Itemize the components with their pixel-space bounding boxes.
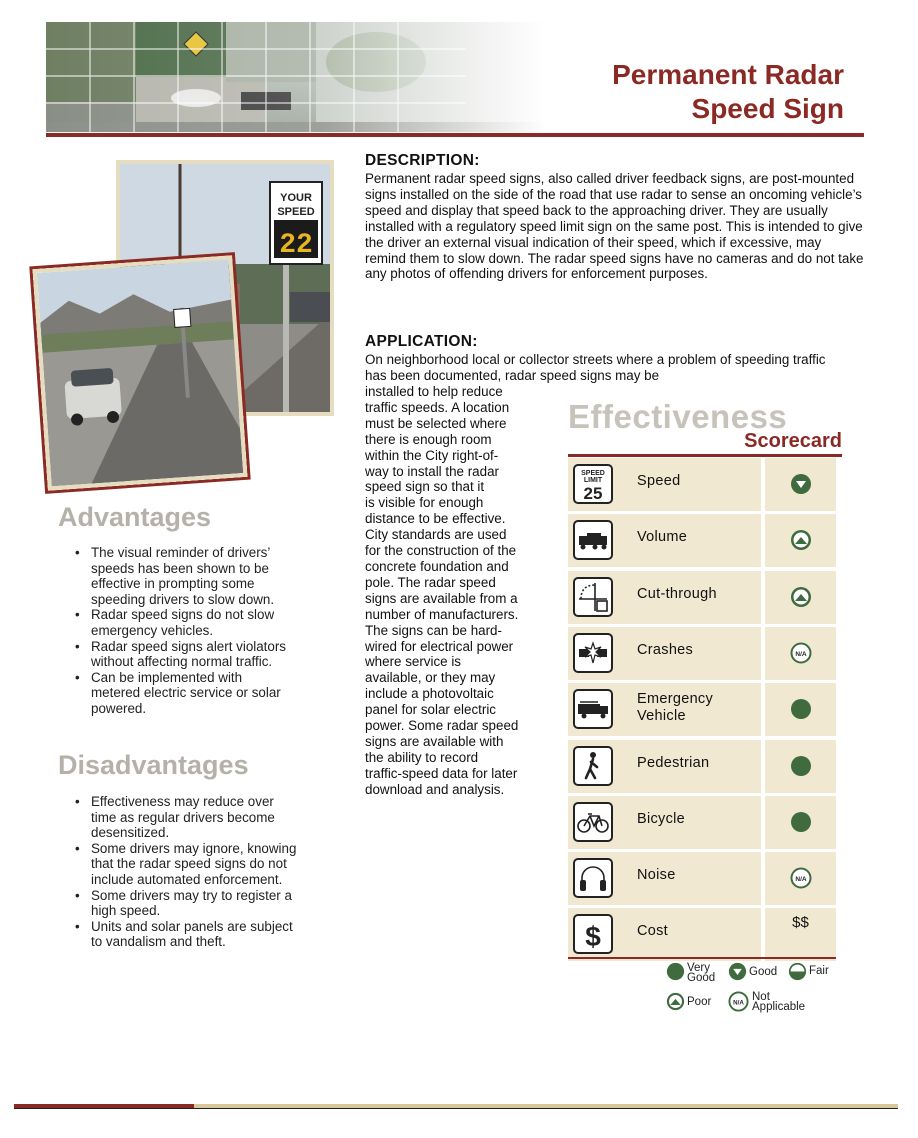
disadvantages-item-line: high speed. — [91, 903, 161, 919]
scorecard-row-crashes — [568, 627, 836, 680]
crash-icon — [573, 633, 613, 673]
svg-text:$: $ — [585, 921, 601, 953]
footer-rule-thin — [14, 1108, 898, 1109]
scorecard-row-cost — [568, 908, 836, 961]
legend-na-dot — [728, 991, 749, 1012]
scorecard-legend — [666, 962, 856, 1017]
cut-through-icon — [573, 577, 613, 617]
page-title-line-1: Permanent Radar — [612, 59, 844, 90]
rating-poor-dot — [790, 529, 812, 551]
scorecard-row-label — [637, 867, 676, 884]
scorecard-row-label — [637, 691, 713, 725]
scorecard-cost-value: $$ — [792, 914, 809, 932]
scorecard-row-pedestrian — [568, 740, 836, 793]
scorecard-label-cell — [568, 796, 761, 849]
scorecard-label-cell — [568, 627, 761, 680]
page-title — [612, 58, 844, 126]
scorecard-row-noise — [568, 852, 836, 905]
application-line: available, or they may — [365, 670, 496, 686]
application-line: the ability to record — [365, 749, 479, 765]
application-line: installed to help reduce — [365, 384, 503, 399]
legend-fair-label: Fair — [809, 965, 829, 977]
scorecard-row-label — [637, 923, 668, 940]
advantages-item-line: emergency vehicles. — [91, 622, 214, 638]
application-line: signs are available with — [365, 733, 504, 749]
speed-limit-sign-icon — [573, 464, 613, 504]
scorecard-row-label-line-1: Pedestrian — [637, 754, 710, 771]
sign-text-your: YOUR — [280, 192, 312, 204]
scorecard-label-cell — [568, 908, 761, 961]
application-line: distance to be effective. — [365, 511, 506, 527]
disadvantages-item — [75, 919, 360, 950]
advantages-item-line: • Can be implemented with — [91, 669, 243, 685]
rating-very-good-dot — [790, 698, 812, 720]
disadvantages-list — [75, 794, 360, 950]
application-line: traffic speeds. A location — [365, 399, 510, 415]
scorecard-row-label-line-2: Vehicle — [637, 708, 686, 725]
legend-poor-dot — [666, 992, 685, 1011]
scorecard-rating-cell — [765, 796, 836, 849]
rating-na-text: N/A — [795, 650, 807, 658]
scorecard-row-label-line-1: Cut-through — [637, 585, 717, 602]
scorecard-label-cell — [568, 571, 761, 624]
advantages-item — [75, 639, 355, 670]
application-line: where service is — [365, 654, 461, 670]
dollar-sign-icon — [573, 914, 613, 954]
application-text-wide: On neighborhood local or collector streets where a problem of speeding traffic has been documented, radar speed signs may be — [365, 352, 826, 383]
application-line: concrete foundation and — [365, 558, 509, 574]
application-line: City standards are used — [365, 527, 507, 543]
advantages-item-line: speeds has been shown to be — [91, 560, 269, 576]
legend-very-good-label-1: Very — [687, 962, 711, 974]
legend-na-dot-text: N/A — [733, 999, 744, 1007]
disadvantages-item-line: time as regular drivers become — [91, 809, 275, 825]
application-line: include a photovoltaic — [365, 686, 494, 702]
application-line: within the City right-of- — [365, 447, 499, 463]
advantages-item — [75, 545, 355, 607]
sign-text-speed: SPEED — [277, 206, 315, 218]
advantages-item-line: metered electric service or solar — [91, 685, 281, 701]
scorecard-rating-cell — [765, 571, 836, 624]
scorecard-rating-cell — [765, 852, 836, 905]
disadvantages-item — [75, 888, 360, 919]
scorecard-label-cell — [568, 683, 761, 736]
advantages-item-line: speeding drivers to slow down. — [91, 591, 275, 607]
scorecard-row-cut-through — [568, 571, 836, 624]
street-collage-image — [46, 22, 546, 132]
disadvantages-item — [75, 841, 360, 888]
scorecard-row-label-line-1: Cost — [637, 923, 669, 940]
application-line: download and analysis. — [365, 781, 505, 797]
scorecard-row-label — [637, 586, 717, 603]
application-line: number of manufacturers. — [365, 606, 519, 622]
legend-good-dot — [728, 962, 747, 981]
legend-na-label-2: Applicable — [752, 1001, 806, 1013]
scorecard-row-label — [637, 642, 693, 659]
disadvantages-item-line: that the radar speed signs do not — [91, 856, 287, 872]
scorecard-row-label — [637, 473, 680, 490]
header-rule — [46, 133, 864, 137]
speed-sign-mid-text: LIMIT — [583, 477, 603, 484]
rating-very-good-dot — [790, 755, 812, 777]
rating-na-dot — [790, 642, 812, 664]
scorecard-row-label-line-1: Speed — [637, 473, 681, 489]
rating-na-dot — [790, 867, 812, 889]
disadvantages-item-line: • Effectiveness may reduce over — [91, 794, 274, 809]
legend-na-label-1: Not — [752, 991, 770, 1003]
application-line: for the construction of the — [365, 543, 517, 559]
scorecard-row-bicycle — [568, 796, 836, 849]
rating-na-text: N/A — [795, 876, 807, 884]
application-line: The signs can be hard- — [365, 622, 502, 638]
application-line: panel for solar electric — [365, 702, 496, 718]
scorecard-rating-cell — [765, 740, 836, 793]
scorecard-label-cell — [568, 852, 761, 905]
scorecard-row-label-line-1: Emergency — [637, 691, 714, 708]
rating-very-good-dot — [790, 811, 812, 833]
scorecard-top-rule — [568, 454, 842, 457]
application-line: is visible for enough — [365, 495, 484, 511]
application-line: wired for electrical power — [365, 638, 514, 654]
disadvantages-heading: Disadvantages — [58, 750, 249, 780]
scorecard-rating-cell — [765, 458, 836, 511]
scorecard-row-label — [637, 811, 685, 828]
scorecard-row-label-line-1: Volume — [637, 529, 688, 546]
scorecard-rating-cell — [765, 908, 836, 961]
application-line: pole. The radar speed — [365, 574, 496, 590]
sign-speed-number: 22 — [279, 230, 313, 261]
application-line: speed sign so that it — [365, 479, 485, 495]
scorecard-label-cell — [568, 514, 761, 567]
traffic-volume-icon — [573, 520, 613, 560]
advantages-heading: Advantages — [58, 502, 212, 532]
application-line: signs are available from a — [365, 590, 518, 606]
speed-sign-number: 25 — [583, 484, 603, 502]
advantages-list — [75, 545, 355, 717]
scorecard-label-cell — [568, 458, 761, 511]
scorecard-rating-cell — [765, 683, 836, 736]
headphones-icon — [573, 858, 613, 898]
legend-good-label: Good — [749, 966, 778, 978]
street-photo — [33, 255, 248, 490]
scorecard-label-cell — [568, 740, 761, 793]
scorecard-row-volume — [568, 514, 836, 567]
scorecard-bottom-rule — [568, 957, 836, 959]
header-photo-banner — [46, 22, 546, 132]
scorecard-title: Effectiveness — [568, 398, 788, 435]
legend-poor-label: Poor — [687, 996, 712, 1008]
disadvantages-item-line: • Some drivers may ignore, knowing — [91, 840, 297, 856]
advantages-item-line: • The visual reminder of drivers’ — [91, 545, 271, 560]
application-line: there is enough room — [365, 431, 492, 447]
scorecard-row-emergency — [568, 683, 836, 736]
advantages-item-line: • Radar speed signs alert violators — [91, 638, 287, 654]
rating-poor-dot — [790, 586, 812, 608]
scorecard-row-label-line-1: Crashes — [637, 641, 694, 658]
description-text: Permanent radar speed signs, also called driver feedback signs, are post-mounted signs installed on the side of the road that use radar to sense an oncoming vehicle’s speed and display that speed back to the approaching driver. They are usually installed with a regulatory speed limit sign on the same post. This is intended to give the driver an external visual indication of their speed, which if excessive, may remind them to slow down. The radar speed signs have no cameras and do not take any photos of offending drivers for enforcement purposes. — [365, 171, 864, 282]
description-heading: DESCRIPTION: — [365, 152, 480, 169]
advantages-item — [75, 670, 355, 717]
application-heading: APPLICATION: — [365, 333, 478, 350]
disadvantages-item-line: • Units and solar panels are subject — [91, 918, 293, 934]
advantages-item-line: effective in prompting some — [91, 576, 255, 592]
legend-fair-dot — [788, 962, 807, 981]
advantages-item — [75, 607, 355, 638]
application-line: power. Some radar speed — [365, 718, 519, 734]
scorecard-row-label-line-1: Bicycle — [637, 810, 686, 827]
bicycle-icon — [573, 802, 613, 842]
legend-very-good-label-2: Good — [687, 972, 716, 984]
scorecard-subtitle: Scorecard — [744, 430, 842, 452]
scorecard-rating-cell — [765, 514, 836, 567]
scorecard-row-label — [637, 529, 687, 546]
application-line: must be selected where — [365, 415, 507, 431]
disadvantages-item-line: • Some drivers may try to register a — [91, 887, 292, 903]
disadvantages-item-line: to vandalism and theft. — [91, 934, 226, 950]
scorecard-row-label-line-1: Noise — [637, 867, 676, 884]
fire-truck-icon — [573, 689, 613, 729]
page-title-line-2: Speed Sign — [691, 93, 844, 124]
rating-good-dot — [790, 473, 812, 495]
scorecard-row-speed — [568, 458, 836, 511]
application-text-column — [365, 384, 565, 798]
advantages-item-line: • Radar speed signs do not slow — [91, 607, 275, 623]
speed-sign-top-text: SPEED — [581, 470, 605, 477]
disadvantages-item-line: desensitized. — [91, 825, 170, 841]
advantages-item-line: powered. — [91, 700, 147, 716]
application-line: way to install the radar — [365, 463, 499, 479]
legend-very-good-dot — [666, 962, 685, 981]
pedestrian-icon — [573, 746, 613, 786]
advantages-item-line: without affecting normal traffic. — [91, 654, 273, 670]
disadvantages-item — [75, 794, 360, 841]
application-line: traffic-speed data for later — [365, 765, 518, 781]
scorecard-row-label — [637, 755, 709, 772]
disadvantages-item-line: include automated enforcement. — [91, 871, 283, 887]
scorecard-rating-cell — [765, 627, 836, 680]
